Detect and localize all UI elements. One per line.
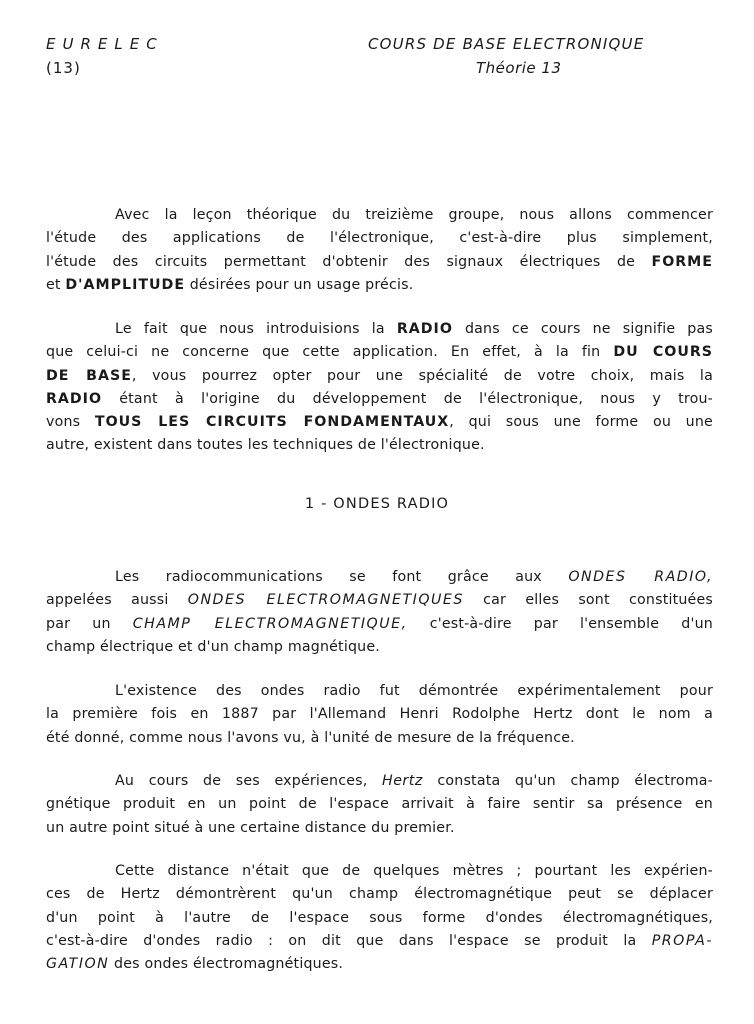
text-run: et [46,276,66,293]
paragraph-ondes-radio [46,566,713,659]
text-run: par un [46,615,133,632]
italic-ondes-radio: ONDES RADIO, [568,569,713,585]
paragraph-hertz-1887 [46,680,713,750]
header-course-title: COURS DE BASE ELECTRONIQUE [368,35,645,53]
header-page-number: (13) [46,59,81,77]
text-line [46,411,713,434]
text-line [46,613,713,636]
text-run: ces de Hertz démontrèrent qu'un champ électromagnétique peut se déplacer [46,886,713,903]
text-run: dans ce cours ne signifie pas [452,321,713,337]
text-line [46,703,713,726]
text-line [46,566,713,589]
text-run: c'est-à-dire par l'ensemble d'un [407,615,713,632]
text-line [46,793,713,816]
paragraph-propagation [46,860,713,976]
text-run: autre, existent dans toutes les techniques de l'électronique. [46,437,485,454]
paragraph-hertz-experiences [46,770,713,840]
text-run: Avec la leçon théorique du treizième groupe, nous allons commencer [115,207,713,223]
text-line [46,318,713,341]
text-line [46,930,713,953]
text-line [46,636,713,659]
text-line [46,727,713,750]
text-line [46,388,713,411]
text-line [46,251,713,274]
text-run: , qui sous une forme ou une [449,414,713,431]
text-run: champ électrique et d'un champ magnétique. [46,638,380,655]
text-line [46,817,713,840]
emphasis-radio: RADIO [46,390,103,407]
header-brand: EURELEC [46,35,164,53]
emphasis-forme: FORME [651,253,713,270]
text-line [46,434,713,457]
text-line [46,680,713,703]
header-theory-label: Théorie 13 [476,59,562,77]
text-run: Cette distance n'était que de quelques mètres ; pourtant les expérien- [115,863,713,879]
text-run: appelées aussi [46,592,188,609]
text-run: L'existence des ondes radio fut démontrée expérimentalement pour [115,683,713,699]
text-run: Les radiocommunications se font grâce aux [115,569,569,585]
text-run: constata qu'un champ électroma- [422,773,713,789]
italic-gation: GATION [46,956,110,973]
emphasis-de-base: DE BASE [46,367,132,384]
emphasis-radio: RADIO [396,321,453,337]
text-line [46,907,713,930]
text-line [46,770,713,793]
text-line [46,860,713,883]
text-line [46,589,713,612]
text-run: étant à l'origine du développement de l'électronique, nous y trou- [102,390,713,407]
text-line [46,204,713,227]
italic-propagation: PROPA- [651,932,713,949]
text-run: vons [46,414,95,431]
italic-ondes-electromagnetiques: ONDES ELECTROMAGNETIQUES [187,592,464,609]
text-run: la première fois en 1887 par l'Allemand Henri Rodolphe Hertz dont le nom a [46,706,713,723]
paragraph-radio [46,318,713,458]
text-run: désirées pour un usage précis. [185,276,414,293]
text-line [46,227,713,250]
paragraph-intro [46,204,713,297]
text-run: été donné, comme nous l'avons vu, à l'unité de mesure de la fréquence. [46,729,575,746]
text-line [46,883,713,906]
text-run: l'étude des applications de l'électronique, c'est-à-dire plus simplement, [46,230,713,247]
text-run: c'est-à-dire d'ondes radio : on dit que dans l'espace se produit la [46,932,652,949]
text-run: l'étude des circuits permettant d'obtenir des signaux électriques de [46,253,652,270]
text-run: d'un point à l'autre de l'espace sous forme d'ondes électromagnétiques, [46,909,713,926]
text-run: Le fait que nous introduisions la [115,321,397,337]
text-run: gnétique produit en un point de l'espace arrivait à faire sentir sa présence en [46,796,713,813]
emphasis-du-cours: DU COURS [613,344,713,361]
italic-champ-electromagnetique: CHAMP ELECTROMAGNETIQUE, [132,615,408,632]
text-line [46,341,713,364]
text-line [46,953,713,976]
text-run: des ondes électromagnétiques. [109,956,344,973]
text-run: Au cours de ses expériences, [115,773,383,789]
text-run: car elles sont constituées [463,592,713,609]
text-run: , vous pourrez opter pour une spécialité de votre choix, mais la [131,367,713,384]
text-run: un autre point situé à une certaine distance du premier. [46,819,455,836]
text-run: que celui-ci ne concerne que cette application. En effet, à la fin [46,344,614,361]
text-line [46,274,713,297]
text-line [46,365,713,388]
emphasis-amplitude: D'AMPLITUDE [65,276,186,293]
section-title: 1 - ONDES RADIO [304,496,450,512]
italic-hertz: Hertz [382,773,423,789]
emphasis-circuits-fondamentaux: TOUS LES CIRCUITS FONDAMENTAUX [94,414,450,431]
